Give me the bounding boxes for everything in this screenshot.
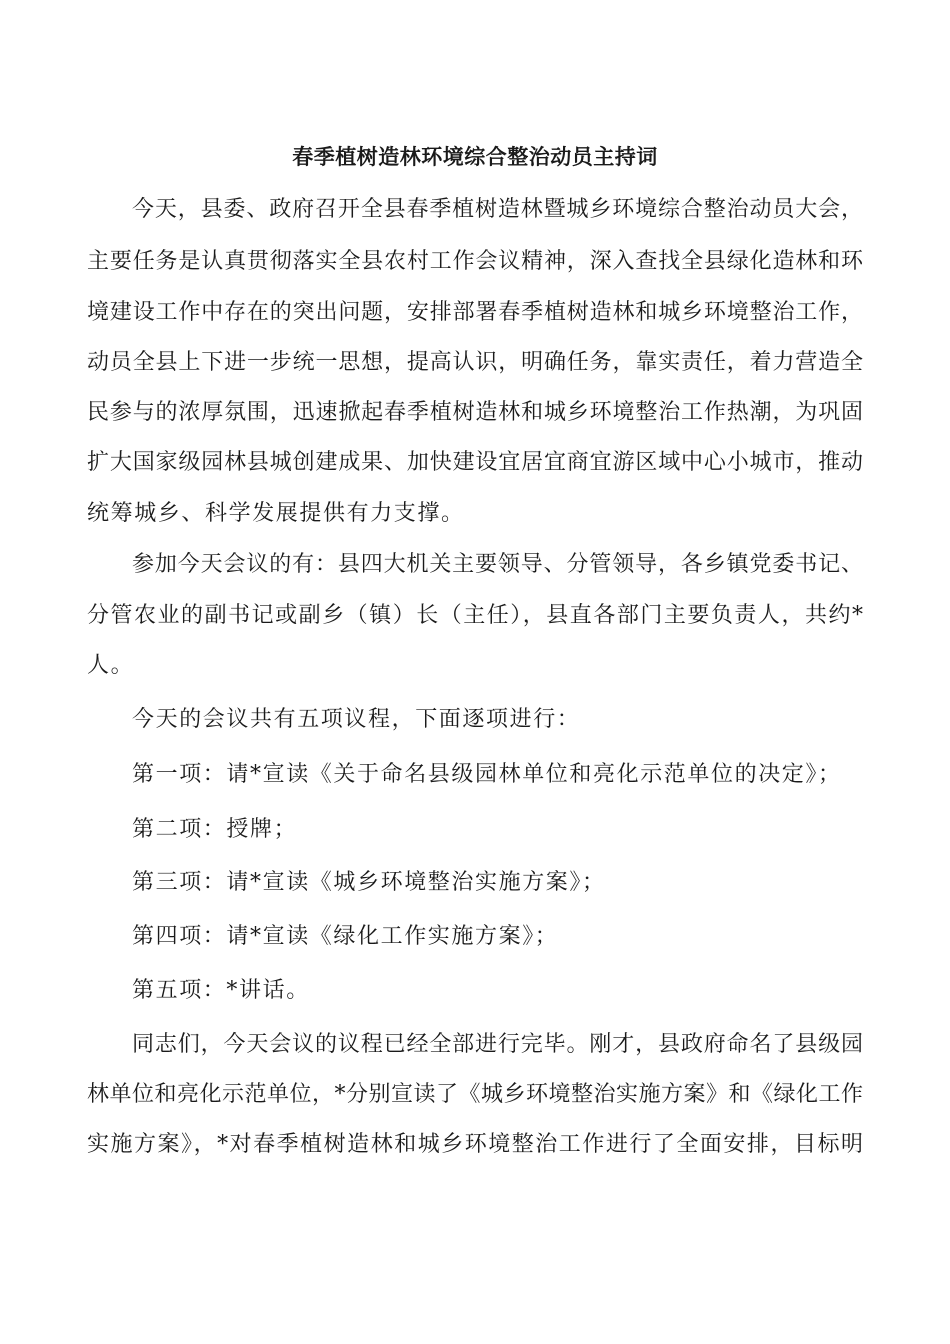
agenda-item: 第四项：请*宣读《绿化工作实施方案》； bbox=[132, 924, 559, 949]
paragraph-line: 动员全县上下进一步统一思想，提高认识，明确任务，靠实责任，着力营造全 bbox=[87, 350, 863, 375]
agenda-item: 第一项：请*宣读《关于命名县级园林单位和亮化示范单位的决定》； bbox=[132, 762, 842, 787]
agenda-item: 第五项：*讲话。 bbox=[132, 978, 310, 1003]
paragraph-line: 主要任务是认真贯彻落实全县农村工作会议精神，深入查找全县绿化造林和环 bbox=[87, 249, 863, 274]
paragraph-line: 分管农业的副书记或副乡（镇）长（主任），县直各部门主要负责人，共约* bbox=[87, 603, 863, 628]
paragraph-line: 人。 bbox=[87, 653, 135, 678]
paragraph-line: 统筹城乡、科学发展提供有力支撑。 bbox=[87, 501, 465, 526]
paragraph-line: 民参与的浓厚氛围，迅速掀起春季植树造林和城乡环境整治工作热潮，为巩固 bbox=[87, 400, 863, 425]
agenda-intro: 今天的会议共有五项议程，下面逐项进行： bbox=[132, 707, 581, 732]
paragraph-line: 同志们，今天会议的议程已经全部进行完毕。刚才，县政府命名了县级园 bbox=[132, 1032, 863, 1057]
paragraph-line: 扩大国家级园林县城创建成果、加快建设宜居宜商宜游区域中心小城市，推动 bbox=[87, 450, 863, 475]
document-title: 春季植树造林环境综合整治动员主持词 bbox=[292, 144, 658, 169]
agenda-item: 第二项：授牌； bbox=[132, 817, 298, 842]
paragraph-line: 境建设工作中存在的突出问题，安排部署春季植树造林和城乡环境整治工作， bbox=[87, 300, 863, 325]
paragraph-line: 林单位和亮化示范单位，*分别宣读了《城乡环境整治实施方案》和《绿化工作 bbox=[87, 1082, 863, 1107]
agenda-item: 第三项：请*宣读《城乡环境整治实施方案》； bbox=[132, 870, 606, 895]
paragraph-line: 今天，县委、政府召开全县春季植树造林暨城乡环境综合整治动员大会， bbox=[132, 197, 863, 222]
paragraph-line: 参加今天会议的有：县四大机关主要领导、分管领导，各乡镇党委书记、 bbox=[132, 552, 863, 577]
paragraph-line: 实施方案》，*对春季植树造林和城乡环境整治工作进行了全面安排，目标明 bbox=[87, 1132, 863, 1157]
